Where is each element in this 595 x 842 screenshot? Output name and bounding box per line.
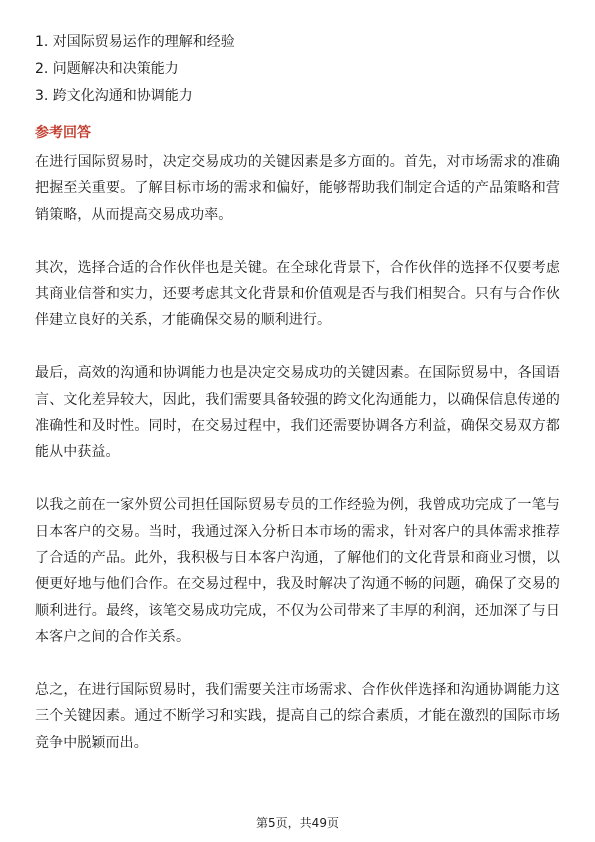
answer-paragraph: 在进行国际贸易时，决定交易成功的关键因素是多方面的。首先，对市场需求的准确把握至关重要。了解目标市场的需求和偏好，能够帮助我们制定合适的产品策略和营销策略，从而提高交易成功率。: [35, 154, 560, 223]
list-item: 1. 对国际贸易运作的理解和经验: [35, 34, 235, 50]
list-item: 3. 跨文化沟通和协调能力: [35, 88, 193, 104]
question-criteria-list: [35, 32, 555, 113]
answer-body: [35, 149, 560, 783]
page-number: 第5页，共49页: [256, 816, 339, 830]
answer-heading: 参考回答: [35, 125, 91, 141]
answer-paragraph: 最后，高效的沟通和协调能力也是决定交易成功的关键因素。在国际贸易中，各国语言、文化差异较大，因此，我们需要具备较强的跨文化沟通能力，以确保信息传递的准确性和及时性。同时，在交易过程中，我们还需要协调各方利益，确保交易双方都能从中获益。: [35, 365, 560, 461]
answer-paragraph: 总之，在进行国际贸易时，我们需要关注市场需求、合作伙伴选择和沟通协调能力这三个关键因素。通过不断学习和实践，提高自己的综合素质，才能在激烈的国际市场竞争中脱颖而出。: [35, 682, 560, 751]
answer-paragraph: 以我之前在一家外贸公司担任国际贸易专员的工作经验为例，我曾成功完成了一笔与日本客户的交易。当时，我通过深入分析日本市场的需求，针对客户的具体需求推荐了合适的产品。此外，我积极与日本客户沟通，了解他们的文化背景和商业习惯，以便更好地与他们合作。在交易过程中，我及时解决了沟通不畅的问题，确保了交易的顺利进行。最终，该笔交易成功完成，不仅为公司带来了丰厚的利润，还加深了与日本客户之间的合作关系。: [35, 497, 560, 646]
list-item: 2. 问题解决和决策能力: [35, 61, 179, 77]
answer-paragraph: 其次，选择合适的合作伙伴也是关键。在全球化背景下，合作伙伴的选择不仅要考虑其商业信誉和实力，还要考虑其文化背景和价值观是否与我们相契合。只有与合作伙伴建立良好的关系，才能确保交易的顺利进行。: [35, 259, 560, 329]
